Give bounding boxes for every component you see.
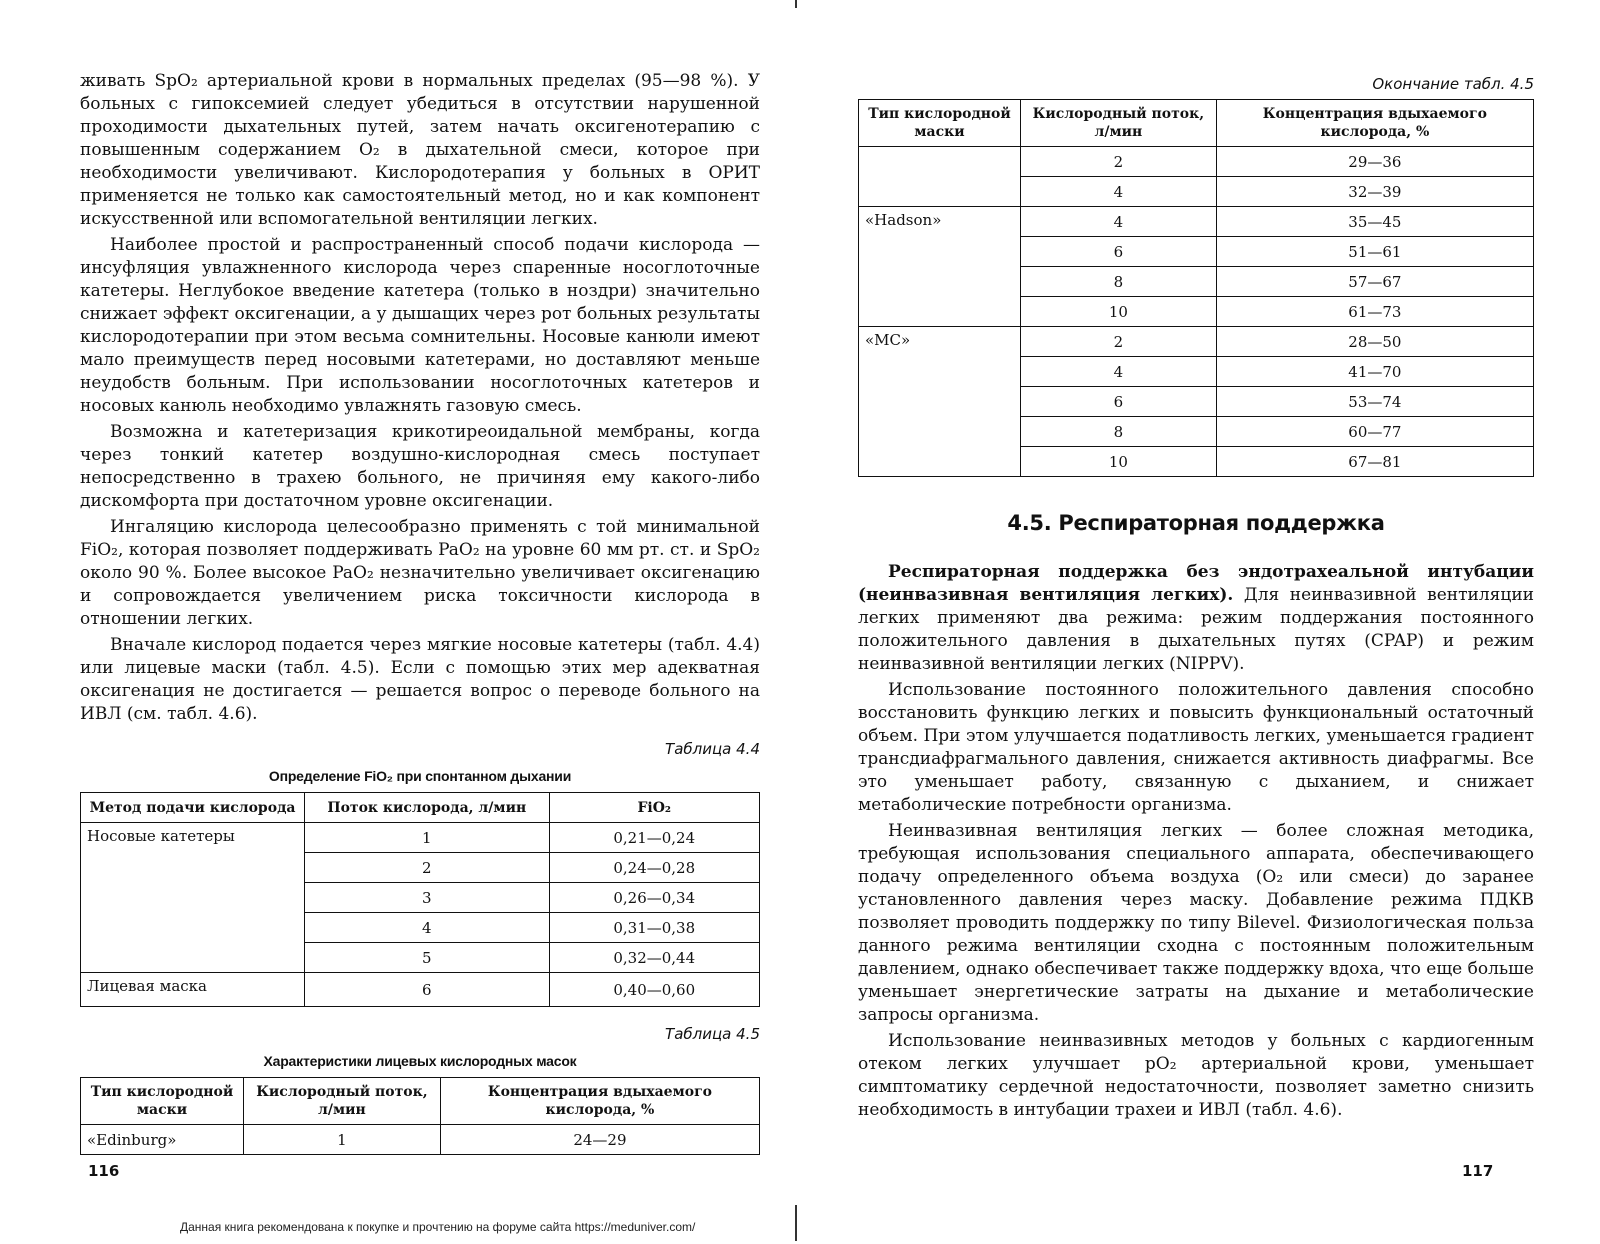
table-cell: 32—39: [1216, 177, 1533, 207]
lead-paragraph: [858, 561, 1534, 676]
column-header: Концентрация вдыхаемого кислорода, %: [1216, 100, 1533, 147]
table-continuation-label: Окончание табл. 4.5: [1372, 75, 1534, 93]
table-cell: Лицевая маска: [81, 973, 305, 1007]
column-header: Кислородный поток, л/мин: [1021, 100, 1217, 147]
table-4-5: [80, 1077, 760, 1155]
table-cell: 51—61: [1216, 237, 1533, 267]
right-page: [800, 0, 1600, 1244]
column-header: Метод подачи кислорода: [81, 793, 305, 823]
table-cell: 10: [1021, 297, 1217, 327]
table-cell: 2: [1021, 147, 1217, 177]
table-header-row: [81, 1078, 760, 1125]
paragraph: Возможна и катетеризация крикотиреоидальной мембраны, когда через тонкий катетер воздушно-кислородная смесь поступает непосредственно в трахею больного, не причиняя ему какого-либо дискомфорта при достаточном уровне оксигенации.: [80, 422, 760, 511]
table-cell: «МС»: [859, 327, 1021, 477]
table-cell: 61—73: [1216, 297, 1533, 327]
table-cell: 4: [1021, 357, 1217, 387]
paragraph: живать SpO₂ артериальной крови в нормальных пределах (95—98 %). У больных с гипоксемией следует убедиться в отсутствии нарушенной проходимости дыхательных путей, затем начать оксигенотерапию с повышенным содержанием O₂ в дыхательной смеси, которое при необходимости увеличивают. Кислородотерапия у больных в ОРИТ применяется не только как самостоятельный метод, но и как компонент искусственной или вспомогательной вентиляции легких.: [80, 71, 760, 229]
table-cell: «Edinburg»: [81, 1125, 244, 1155]
table-cell: 10: [1021, 447, 1217, 477]
column-header: Концентрация вдыхаемого кислорода, %: [440, 1078, 759, 1125]
table-row: [859, 327, 1534, 357]
table-cell: 2: [1021, 327, 1217, 357]
table-row: [81, 1125, 760, 1155]
table-cell: 0,31—0,38: [549, 913, 760, 943]
table-cell: 0,40—0,60: [549, 973, 760, 1007]
table-cell: 8: [1021, 267, 1217, 297]
gutter-mark: [795, 1205, 797, 1241]
table-cell: 6: [1021, 387, 1217, 417]
gutter-mark: [795, 0, 797, 8]
paragraph: Ингаляцию кислорода целесообразно применять с той минимальной FiO₂, которая позволяет поддерживать PaO₂ на уровне 60 мм рт. ст. и SpO₂ около 90 %. Более высокое PaO₂ незначительно увеличивает оксигенацию и сопровождается увеличением риска токсичности кислорода в отношении легких.: [80, 517, 760, 629]
column-header: Поток кислорода, л/мин: [305, 793, 549, 823]
column-header: Кислородный поток, л/мин: [243, 1078, 440, 1125]
table-cell: 57—67: [1216, 267, 1533, 297]
paragraph: Использование неинвазивных методов у больных с кардиогенным отеком легких улучшает pO₂ артериальной крови, уменьшает симптоматику сердечной недостаточности, позволяет заметно снизить необходимость в интубации трахеи и ИВЛ (табл. 4.6).: [858, 1031, 1534, 1120]
left-column: [80, 70, 760, 1155]
section-heading: 4.5. Респираторная поддержка: [1007, 511, 1385, 535]
table-cell: 6: [1021, 237, 1217, 267]
table-header-row: [81, 793, 760, 823]
paragraph: Вначале кислород подается через мягкие носовые катетеры (табл. 4.4) или лицевые маски (табл. 4.5). Если с помощью этих мер адекватная оксигенация не достигается — решается вопрос о переводе больного на ИВЛ (см. табл. 4.6).: [80, 635, 760, 724]
table-cell: 0,21—0,24: [549, 823, 760, 853]
lead-text: Для неинвазивной вентиляции легких применяют два режима: режим поддержания постоянного положительного давления в дыхательных путях (CPAP) и режим неинвазивной вентиляции легких (NIPPV).: [858, 585, 1534, 674]
table-label: Таблица 4.5: [665, 1025, 760, 1043]
paragraph: Использование постоянного положительного давления способно восстановить функцию легких и повысить функциональный остаточный объем. При этом улучшается податливость легких, уменьшается градиент трансдиафрагмального давления, снижается активность диафрагмы. Все это уменьшает работу, связанную с дыханием, и снижает метаболические потребности организма.: [858, 680, 1534, 815]
table-cell: 2: [305, 853, 549, 883]
table-cell: 0,26—0,34: [549, 883, 760, 913]
table-cell: 53—74: [1216, 387, 1533, 417]
table-cell: 60—77: [1216, 417, 1533, 447]
column-header: Тип кислородной маски: [859, 100, 1021, 147]
table-label: Таблица 4.4: [665, 740, 760, 758]
column-header: FiO₂: [549, 793, 760, 823]
paragraph: Наиболее простой и распространенный способ подачи кислорода — инсуфляция увлажненного кислорода через спаренные носоглоточные катетеры. Неглубокое введение катетера (только в ноздри) значительно снижает эффект оксигенации, а у дышащих через рот больных результаты кислородотерапии при этом весьма сомнительны. Носовые канюли имеют мало преимуществ перед носовыми катетерами, но доставляют меньше неудобств больным. При использовании носоглоточных катетеров и носовых канюль необходимо увлажнять газовую смесь.: [80, 235, 760, 416]
table-cell: [859, 147, 1021, 207]
table-4-5-continuation: [858, 99, 1534, 477]
table-row: [859, 207, 1534, 237]
lead-bold-text: Респираторная поддержка без эндотрахеальной интубации (неинвазивная вентиляция легких).: [858, 562, 1534, 605]
paragraph: Неинвазивная вентиляция легких — более сложная методика, требующая использования специального аппарата, обеспечивающего подачу определенного объема воздуха (O₂ или смеси) до заранее установленного давления через маску. Добавление режима ПДКВ позволяет проводить поддержку по типу Bilevel. Физиологическая польза данного режима вентиляции сходна с постоянным положительным давлением, однако обеспечивает также поддержку вдоха, что еще больше уменьшает энергетические затраты на дыхание и метаболические запросы организма.: [858, 821, 1534, 1025]
table-cell: 5: [305, 943, 549, 973]
table-row: [81, 973, 760, 1007]
table-title: Характеристики лицевых кислородных масок: [263, 1053, 577, 1069]
table-cell: 29—36: [1216, 147, 1533, 177]
table-cell: «Hadson»: [859, 207, 1021, 327]
footer-note: Данная книга рекомендована к покупке и прочтению на форуме сайта https://meduniver.com/: [180, 1220, 696, 1234]
table-cell: 1: [305, 823, 549, 853]
table-title: Определение FiO₂ при спонтанном дыхании: [268, 768, 572, 784]
table-cell: 1: [243, 1125, 440, 1155]
table-cell: Носовые катетеры: [81, 823, 305, 973]
table-cell: 28—50: [1216, 327, 1533, 357]
table-cell: 3: [305, 883, 549, 913]
right-column: [858, 55, 1534, 1122]
table-row: [859, 147, 1534, 177]
table-cell: 41—70: [1216, 357, 1533, 387]
table-cell: 67—81: [1216, 447, 1533, 477]
table-cell: 24—29: [440, 1125, 759, 1155]
table-cell: 35—45: [1216, 207, 1533, 237]
table-4-4: [80, 792, 760, 1007]
page-number: 117: [1462, 1162, 1494, 1180]
table-cell: 0,32—0,44: [549, 943, 760, 973]
table-row: [81, 823, 760, 853]
table-cell: 4: [1021, 207, 1217, 237]
table-cell: 8: [1021, 417, 1217, 447]
page-number: 116: [88, 1162, 120, 1180]
table-cell: 4: [1021, 177, 1217, 207]
table-cell: 0,24—0,28: [549, 853, 760, 883]
table-header-row: [859, 100, 1534, 147]
table-cell: 6: [305, 973, 549, 1007]
column-header: Тип кислородной маски: [81, 1078, 244, 1125]
table-cell: 4: [305, 913, 549, 943]
